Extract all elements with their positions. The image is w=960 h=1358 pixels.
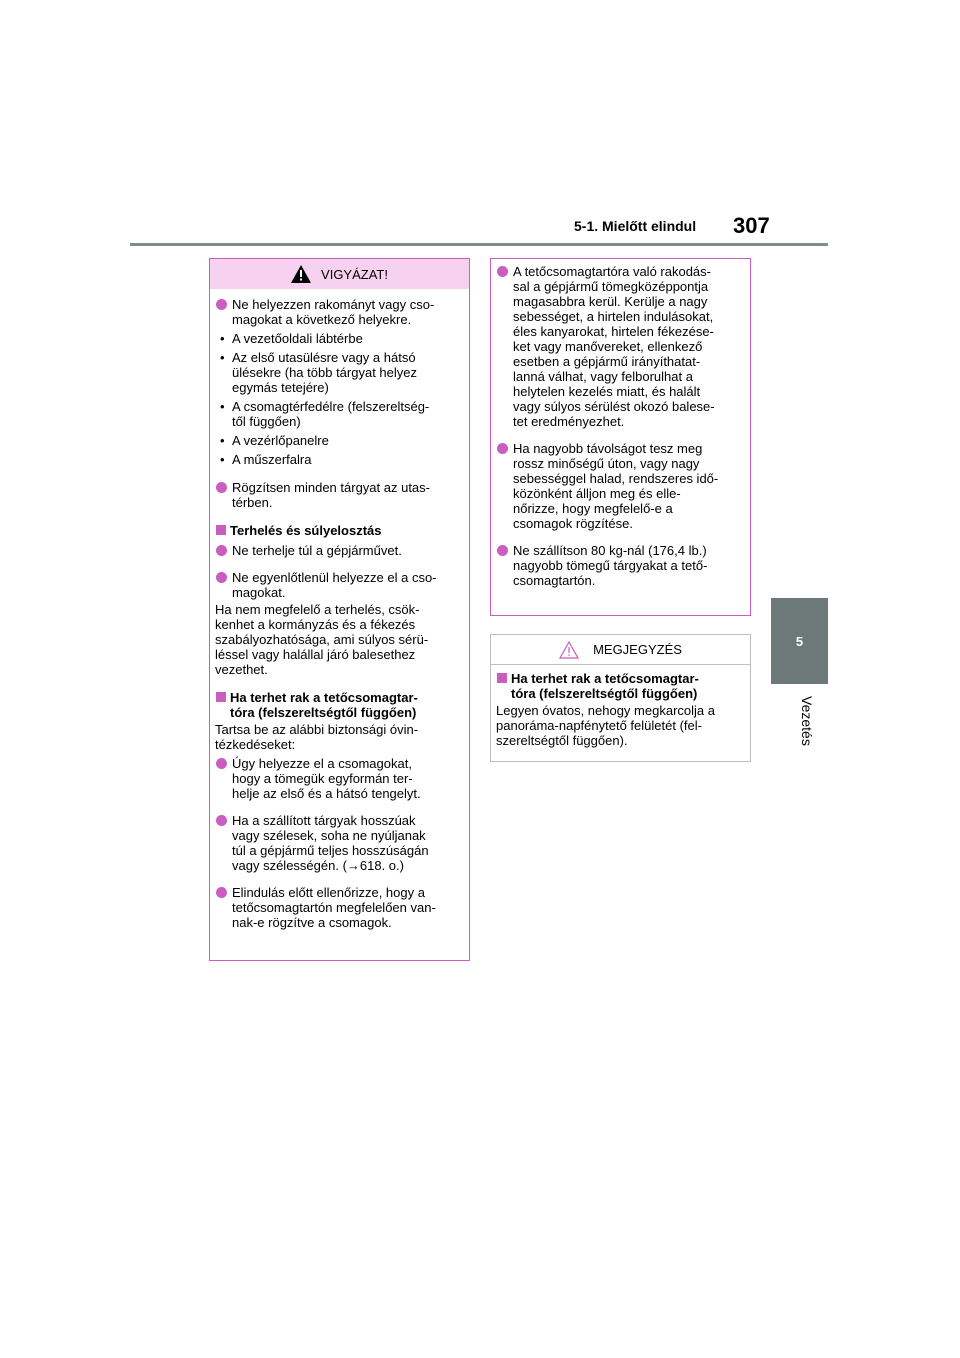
paragraph: Ha nem megfelelő a terhelés, csök- kenhet a kormányzás és a fékezés szabályozhatósága, ami súlyos sérü- léssel vagy halállal járó balesethez vezethet.	[215, 602, 429, 677]
bullet-dot-icon: •	[220, 452, 225, 467]
item-text: Ha nagyobb távolságot tesz meg rossz minőségű úton, vagy nagy sebességgel halad, rendszeres idő- közönként álljon meg és elle- nőrizze, hogy megfelelő-e a csomagok rögzítése.	[513, 441, 719, 531]
list-item	[216, 756, 461, 801]
warning-icon	[291, 265, 311, 283]
bullet-dot-icon: •	[220, 399, 225, 414]
list-item	[216, 452, 461, 467]
caution-body	[210, 297, 469, 930]
item-text: Elindulás előtt ellenőrizze, hogy a tetőcsomagtartón megfelelően van- nak-e rögzítve a csomagok.	[232, 885, 436, 930]
list-item	[216, 350, 461, 395]
item-text: A csomagtérfedélre (felszereltség- től függően)	[232, 399, 430, 429]
caution-box	[209, 258, 470, 961]
bullet-dot-icon: •	[220, 350, 225, 365]
item-text: A vezérlőpanelre	[232, 433, 329, 448]
item-text: Ha a szállított tárgyak hosszúak vagy szélesek, soha ne nyúljanak túl a gépjármű teljes hosszúságán vagy szélességén. (→618. o.)	[232, 813, 429, 873]
item-text: Ne egyenlőtlenül helyezze el a cso- magokat.	[232, 570, 437, 600]
header-section-title: 5-1. Mielőtt elindul	[574, 218, 697, 234]
list-item	[497, 441, 742, 531]
heading-text: Ha terhet rak a tetőcsomagtar- tóra (felszereltségtől függően)	[511, 671, 699, 701]
bullet-icon	[216, 815, 227, 826]
caution-continuation-box	[490, 258, 751, 616]
list-item	[216, 570, 461, 600]
note-header	[491, 635, 750, 665]
bullet-icon	[497, 545, 508, 556]
caution-title: VIGYÁZAT!	[321, 266, 388, 282]
heading-text: Terhelés és súlyelosztás	[230, 523, 382, 538]
list-item	[497, 264, 742, 429]
list-item	[216, 813, 461, 873]
item-text: A műszerfalra	[232, 452, 312, 467]
item-text: Ne helyezzen rakományt vagy cso- magokat a következő helyekre.	[232, 297, 435, 327]
bullet-icon	[216, 545, 227, 556]
list-item	[216, 480, 461, 510]
item-text: Ne szállítson 80 kg-nál (176,4 lb.) nagyobb tömegű tárgyakat a tető- csomagtartón.	[513, 543, 708, 588]
section-heading	[497, 671, 742, 701]
header-rule	[130, 243, 828, 246]
bullet-icon	[216, 572, 227, 583]
bullet-icon	[497, 266, 508, 277]
item-text: Ne terhelje túl a gépjárművet.	[232, 543, 402, 558]
item-text: Az első utasülésre vagy a hátsó ülésekre (ha több tárgyat helyez egymás tetejére)	[232, 350, 417, 395]
chapter-name: Vezetés	[799, 696, 815, 746]
item-text: A tetőcsomagtartóra való rakodás- sal a gépjármű tömegközéppontja magasabbra kerül. Kerülje a nagy sebességet, a hirtelen indulásokat, éles kanyarokat, hirtelen fékezése- ket vagy manővereket, ellenkező esetben a gépjármű irányíthatat- lanná válhat, vagy felborulhat a helytelen kezelés miatt, és halált vagy súlyos sérülést okozó balese- tet eredményezhet.	[513, 264, 715, 429]
square-bullet-icon	[497, 673, 507, 683]
chapter-tab[interactable]	[771, 598, 828, 684]
caution-header	[210, 259, 469, 289]
list-item	[216, 885, 461, 930]
item-text: Rögzítsen minden tárgyat az utas- térben.	[232, 480, 430, 510]
heading-text: Ha terhet rak a tetőcsomagtar- tóra (felszereltségtől függően)	[230, 690, 418, 720]
caution-continuation-body	[491, 264, 750, 588]
bullet-dot-icon: •	[220, 331, 225, 346]
chapter-number: 5	[795, 633, 804, 649]
bullet-icon	[216, 887, 227, 898]
list-item	[216, 399, 461, 429]
bullet-icon	[216, 482, 227, 493]
section-heading	[216, 523, 461, 538]
square-bullet-icon	[216, 692, 226, 702]
list-item	[216, 297, 461, 327]
warning-outline-icon	[559, 641, 579, 659]
paragraph: Tartsa be az alábbi biztonsági óvin- tézkedéseket:	[215, 722, 419, 752]
item-text: A vezetőoldali lábtérbe	[232, 331, 363, 346]
note-box	[490, 634, 751, 762]
bullet-icon	[497, 443, 508, 454]
list-item	[216, 543, 461, 558]
bullet-icon	[216, 299, 227, 310]
page-number: 307	[733, 213, 770, 238]
note-body	[491, 671, 750, 748]
square-bullet-icon	[216, 525, 226, 535]
bullet-icon	[216, 758, 227, 769]
list-item	[216, 331, 461, 346]
bullet-dot-icon: •	[220, 433, 225, 448]
paragraph: Legyen óvatos, nehogy megkarcolja a panoráma-napfénytető felületét (fel- szereltségtől függően).	[496, 703, 715, 748]
item-text: Úgy helyezze el a csomagokat, hogy a tömegük egyformán ter- helje az első és a hátsó tengelyt.	[232, 756, 421, 801]
list-item	[497, 543, 742, 588]
list-item	[216, 433, 461, 448]
section-heading	[216, 690, 461, 720]
note-title: MEGJEGYZÉS	[593, 642, 682, 657]
